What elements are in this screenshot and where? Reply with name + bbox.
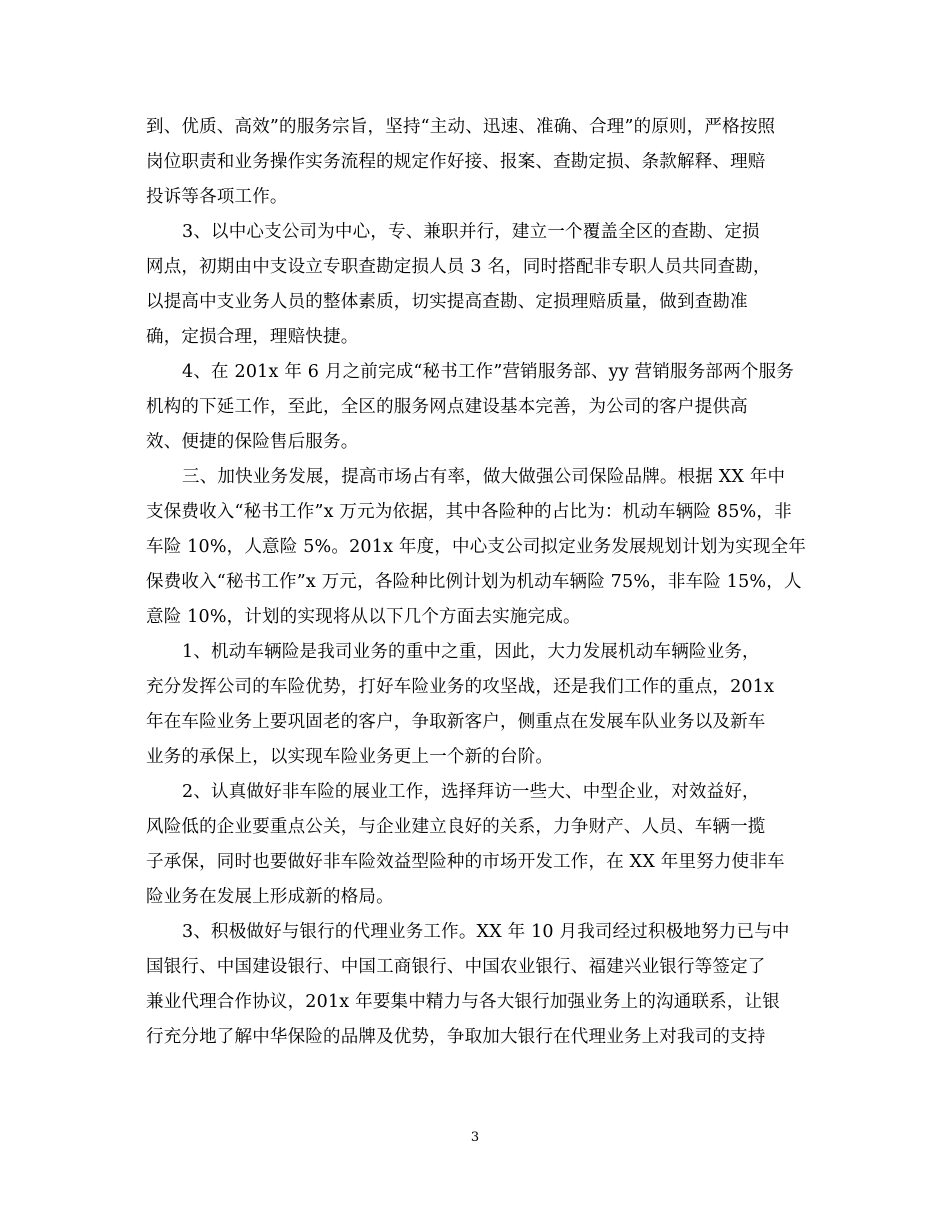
- paragraph-first-line: 2、认真做好非车险的展业工作，选择拜访一些大、中型企业，对效益好，: [182, 782, 760, 802]
- paragraph-first-line: 4、在 201x 年 6 月之前完成“秘书工作”营销服务部、yy 营销服务部两个服务: [182, 362, 794, 382]
- text-line: 车险 10%，人意险 5%。201x 年度，中心支公司拟定业务发展规划计划为实现全年: [146, 537, 807, 557]
- text-line: 机构的下延工作，至此，全区的服务网点建设基本完善，为公司的客户提供高: [146, 397, 748, 417]
- paragraph-first-line: 3、以中心支公司为中心，专、兼职并行，建立一个覆盖全区的查勘、定损: [182, 222, 760, 242]
- text-line: 充分发挥公司的车险优势，打好车险业务的攻坚战，还是我们工作的重点，201x: [146, 677, 775, 697]
- text-line: 保费收入“秘书工作”x 万元，各险种比例计划为机动车辆险 75%，非车险 15%，人: [146, 572, 802, 592]
- text-line: 兼业代理合作协议，201x 年要集中精力与各大银行加强业务上的沟通联系，让银: [146, 992, 780, 1012]
- text-line: 业务的承保上，以实现车险业务更上一个新的台阶。: [146, 747, 554, 767]
- text-line: 子承保，同时也要做好非车险效益型险种的市场开发工作，在 XX 年里努力使非车: [146, 852, 785, 872]
- text-line: 行充分地了解中华保险的品牌及优势，争取加大银行在代理业务上对我司的支持: [146, 1027, 766, 1047]
- text-line: 险业务在发展上形成新的格局。: [146, 887, 394, 907]
- text-line: 效、便捷的保险售后服务。: [146, 432, 359, 452]
- paragraph-first-line: 3、积极做好与银行的代理业务工作。XX 年 10 月我司经过积极地努力已与中: [182, 922, 790, 942]
- paragraph-first-line: 三、加快业务发展，提高市场占有率，做大做强公司保险品牌。根据 XX 年中: [182, 467, 786, 487]
- page-number: 3: [470, 1130, 480, 1145]
- text-line: 到、优质、高效”的服务宗旨，坚持“主动、迅速、准确、合理”的原则，严格按照: [146, 117, 776, 137]
- text-line: 国银行、中国建设银行、中国工商银行、中国农业银行、福建兴业银行等签定了: [146, 957, 766, 977]
- text-line: 以提高中支业务人员的整体素质，切实提高查勘、定损理赔质量，做到查勘准: [146, 292, 748, 312]
- body-text: [146, 110, 808, 1055]
- paragraph-first-line: 1、机动车辆险是我司业务的重中之重，因此，大力发展机动车辆险业务，: [182, 642, 760, 662]
- text-line: 年在车险业务上要巩固老的客户，争取新客户，侧重点在发展车队业务以及新车: [146, 712, 766, 732]
- text-line: 网点，初期由中支设立专职查勘定损人员 3 名，同时搭配非专职人员共同查勘，: [146, 257, 771, 277]
- text-line: 支保费收入“秘书工作”x 万元为依据，其中各险种的占比为：机动车辆险 85%，非: [146, 502, 792, 522]
- text-line: 确，定损合理，理赔快捷。: [146, 327, 359, 347]
- text-line: 投诉等各项工作。: [146, 187, 288, 207]
- text-line: 岗位职责和业务操作实务流程的规定作好接、报案、查勘定损、条款解释、理赔: [146, 152, 766, 172]
- text-line: 风险低的企业要重点公关，与企业建立良好的关系，力争财产、人员、车辆一揽: [146, 817, 766, 837]
- text-line: 意险 10%，计划的实现将从以下几个方面去实施完成。: [146, 607, 581, 627]
